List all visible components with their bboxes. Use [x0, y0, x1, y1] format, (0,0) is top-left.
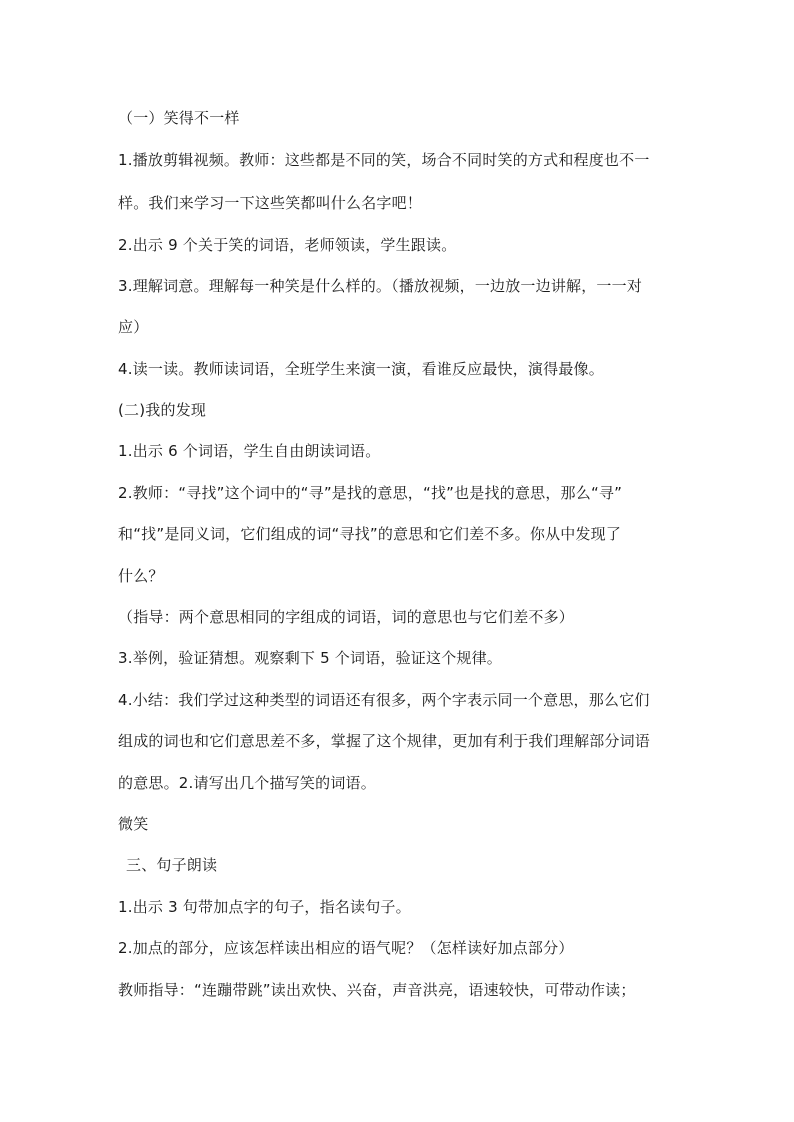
paragraph-line: 2.加点的部分，应该怎样读出相应的语气呢？（怎样读好加点部分） [118, 939, 574, 957]
paragraph-line: 1.播放剪辑视频。教师：这些都是不同的笑，场合不同时笑的方式和程度也不一 [118, 151, 650, 169]
paragraph-line: 3.理解词意。理解每一种笑是什么样的。（播放视频，一边放一边讲解，一一对 [118, 277, 643, 295]
paragraph-line: 的意思。2.请写出几个描写笑的词语。 [118, 774, 376, 792]
paragraph-line: 和“找”是同义词，它们组成的词“寻找”的意思和它们差不多。你从中发现了 [118, 525, 622, 543]
paragraph-line: 微笑 [118, 815, 149, 833]
paragraph-line: 3.举例，验证猜想。观察剩下 5 个词语，验证这个规律。 [118, 649, 502, 667]
paragraph-line: 教师指导：“连蹦带跳”读出欢快、兴奋，声音洪亮，语速较快，可带动作读； [118, 981, 636, 999]
paragraph-line: （指导：两个意思相同的字组成的词语，词的意思也与它们差不多） [118, 608, 575, 626]
section-heading-1: （一）笑得不一样 [118, 109, 240, 127]
section-heading-3: 三、句子朗读 [126, 856, 218, 874]
section-heading-2: (二)我的发现 [118, 401, 207, 419]
paragraph-line: 1.出示 3 句带加点字的句子，指名读句子。 [118, 898, 411, 916]
paragraph-line: 应） [118, 318, 149, 336]
paragraph-line: 4.读一读。教师读词语，全班学生来演一演，看谁反应最快，演得最像。 [118, 360, 604, 378]
paragraph-line: 样。我们来学习一下这些笑都叫什么名字吧！ [118, 194, 423, 212]
paragraph-line: 组成的词也和它们意思差不多，掌握了这个规律，更加有利于我们理解部分词语 [118, 732, 651, 750]
paragraph-line: 4.小结：我们学过这种类型的词语还有很多，两个字表示同一个意思，那么它们 [118, 691, 650, 709]
paragraph-line: 什么？ [118, 567, 164, 585]
paragraph-line: 2.出示 9 个关于笑的词语，老师领读，学生跟读。 [118, 236, 457, 254]
paragraph-line: 2.教师：“寻找”这个词中的“寻”是找的意思，“找”也是找的意思，那么“寻” [118, 484, 623, 502]
paragraph-line: 1.出示 6 个词语，学生自由朗读词语。 [118, 442, 381, 460]
